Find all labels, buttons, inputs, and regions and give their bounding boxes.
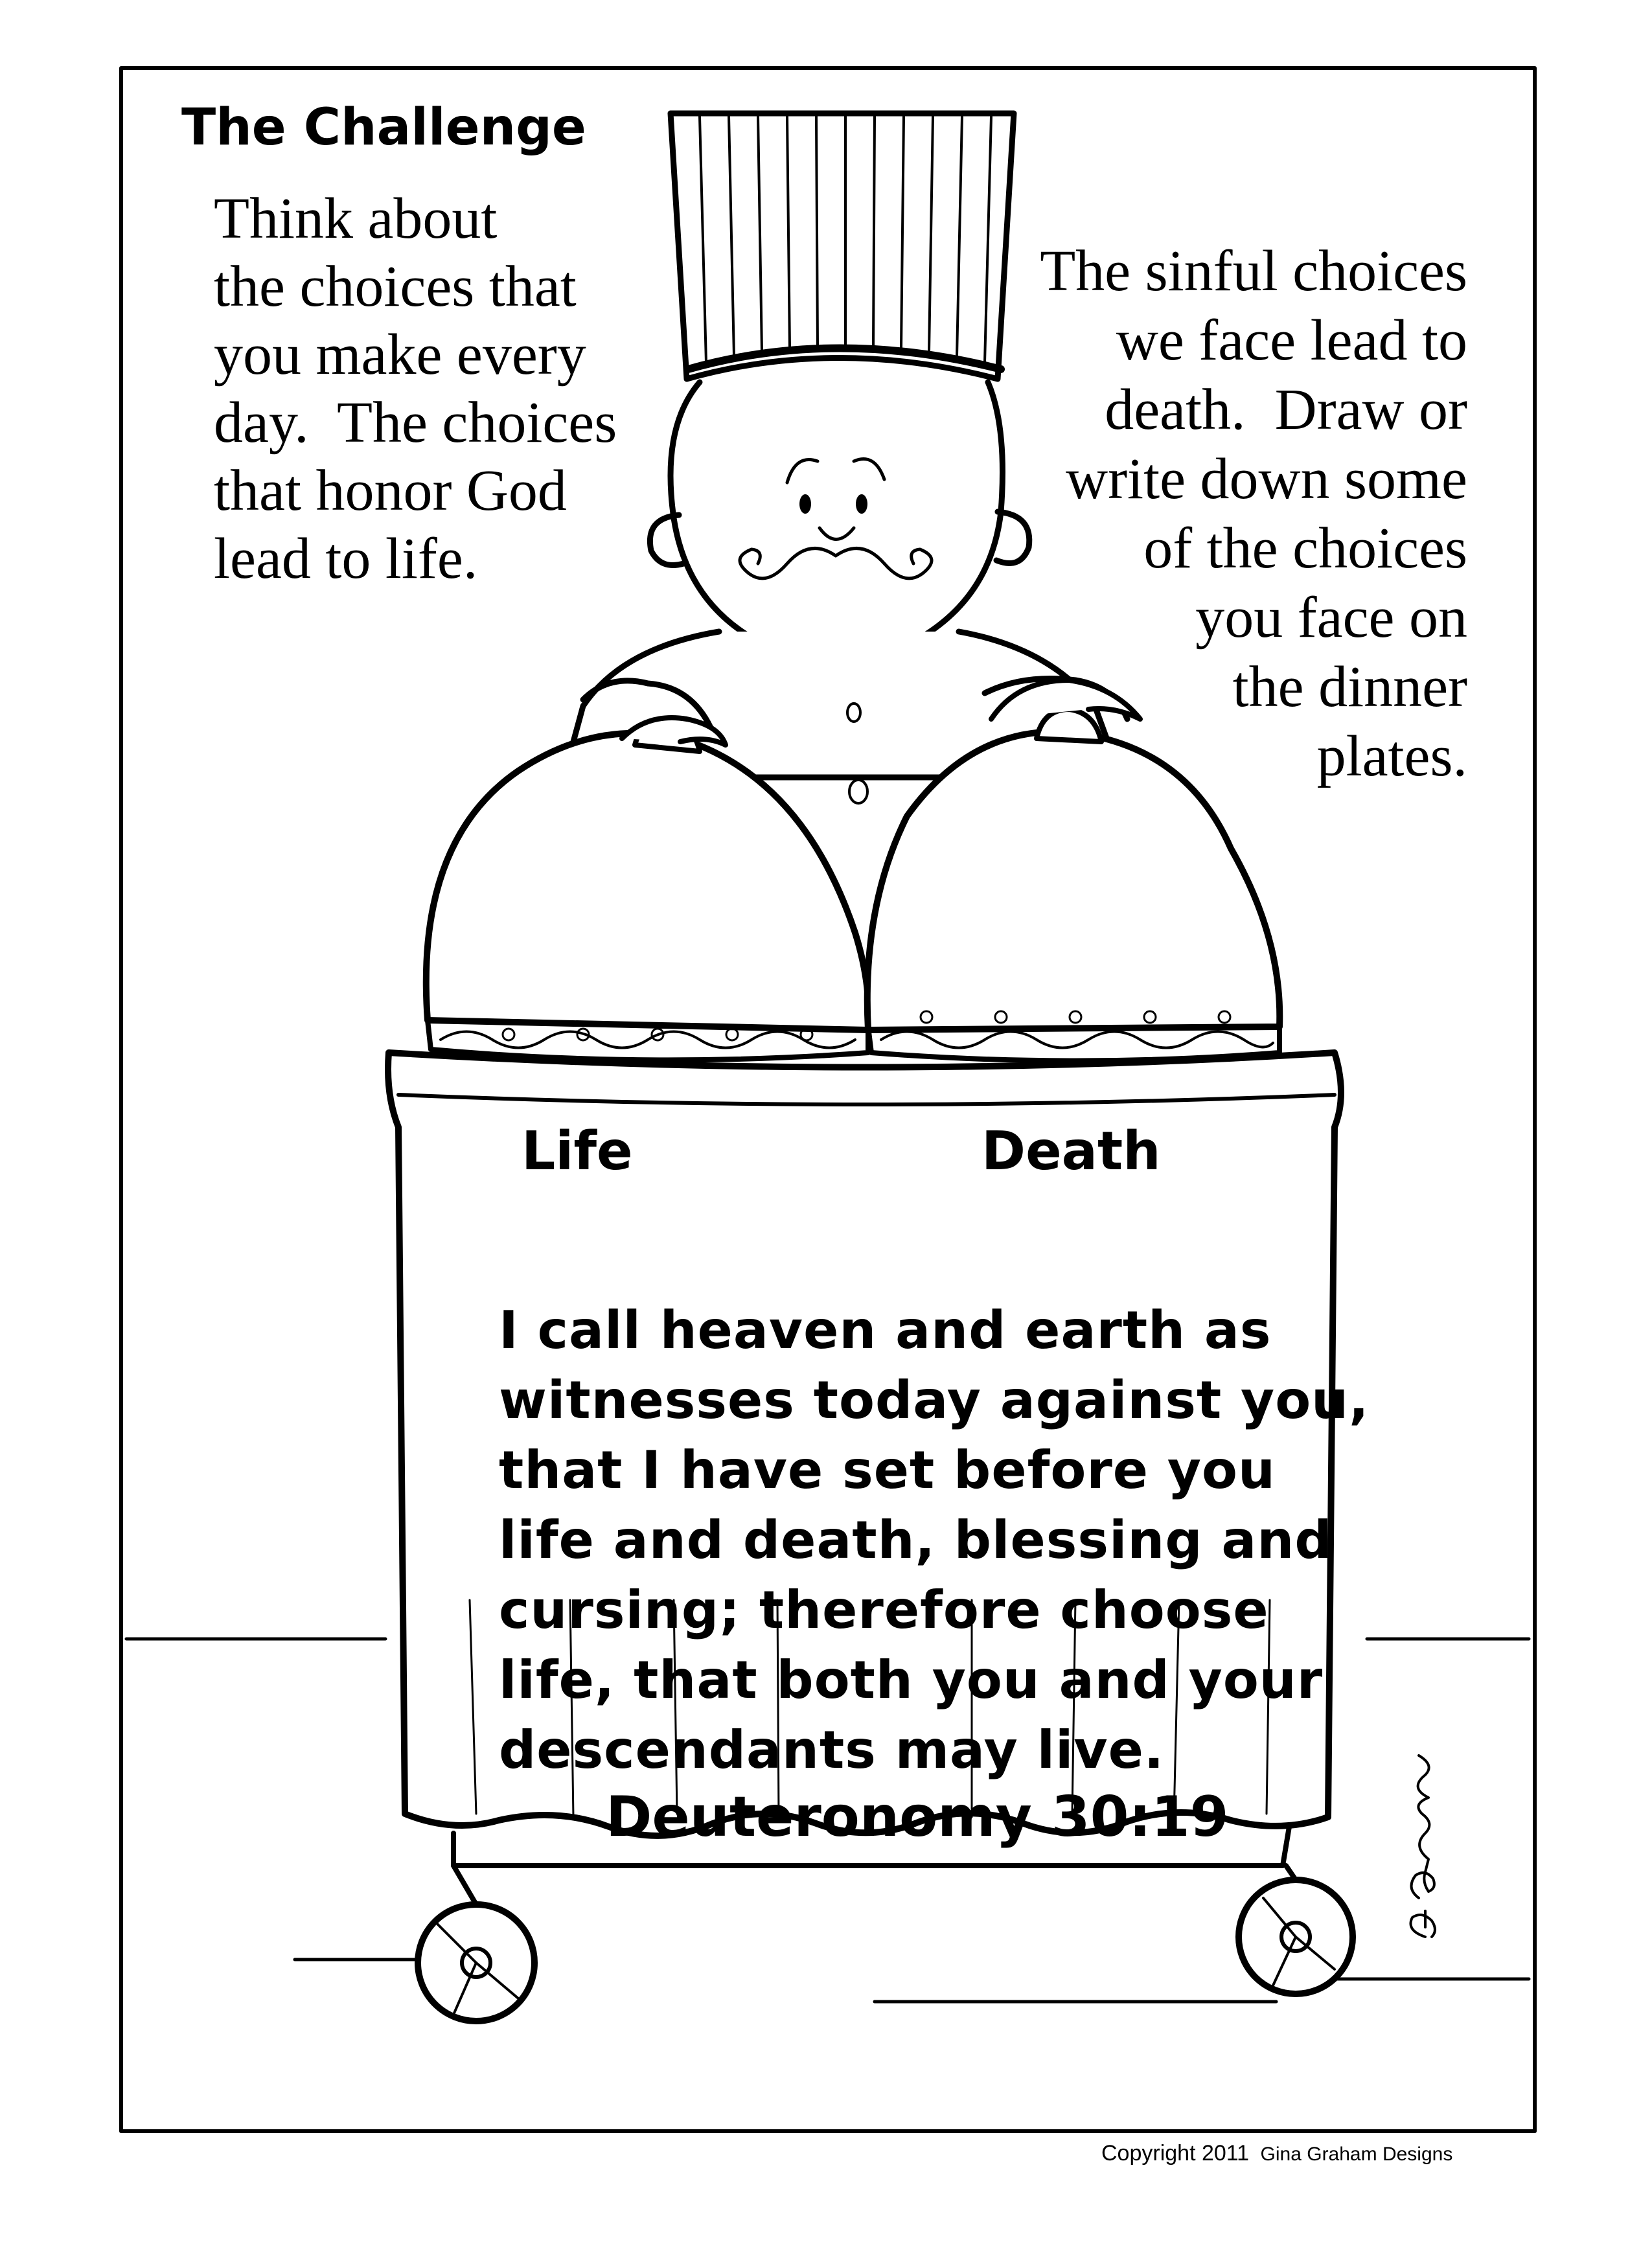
intro-line: day. The choices	[214, 391, 617, 455]
verse-line: I call heaven and earth as	[499, 1300, 1272, 1360]
chef-hat	[671, 113, 1014, 379]
instruction-line: the dinner	[1232, 655, 1467, 719]
verse-line: that I have set before you	[499, 1440, 1276, 1500]
page-title: The Challenge	[181, 98, 586, 157]
chef-head	[650, 382, 1029, 657]
intro-line: lead to life.	[214, 527, 478, 591]
copyright-year: Copyright 2011	[1101, 2141, 1250, 2166]
copyright-notice	[1101, 2141, 1452, 2166]
death-plate-label: Death	[981, 1121, 1161, 1182]
verse-line: life, that both you and your	[499, 1650, 1324, 1710]
intro-line: Think about	[214, 187, 498, 251]
verse-line: witnesses today against you,	[499, 1370, 1370, 1430]
instruction-line: death. Draw or	[1105, 378, 1467, 442]
verse-line: life and death, blessing and	[499, 1510, 1333, 1570]
copyright-owner: Gina Graham Designs	[1260, 2144, 1453, 2165]
instruction-line: plates.	[1316, 724, 1467, 788]
instruction-line: we face lead to	[1116, 308, 1467, 372]
intro-line: the choices that	[214, 255, 577, 319]
bible-verse	[499, 1296, 1370, 1785]
instruction-line: The sinful choices	[1040, 239, 1467, 303]
artist-signature	[1411, 1755, 1436, 1937]
instruction-line: of the choices	[1143, 516, 1467, 580]
intro-paragraph	[214, 185, 617, 593]
instruction-line: you face on	[1195, 586, 1467, 650]
verse-line: descendants may live.	[499, 1720, 1165, 1780]
instruction-paragraph	[1014, 236, 1467, 791]
verse-line: cursing; therefore choose	[499, 1580, 1269, 1640]
instruction-line: write down some	[1066, 447, 1467, 511]
cart-wheels	[418, 1866, 1353, 2021]
verse-reference: Deuteronomy 30:19	[606, 1785, 1229, 1849]
intro-line: that honor God	[214, 459, 567, 523]
intro-line: you make every	[214, 323, 586, 387]
life-plate-label: Life	[522, 1121, 633, 1182]
